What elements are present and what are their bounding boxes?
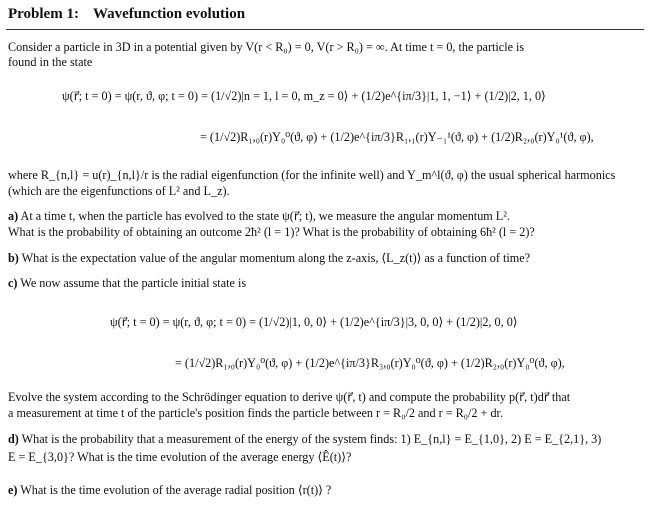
part-c-text-1: We now assume that the particle initial state is — [20, 276, 247, 290]
where-line-1: where R_{n,l} = u(r)_{n,l}/r is the radial eigenfunction (for the infinite well) and Y_m^l(ϑ, φ) the usual spherical harmonics — [8, 168, 616, 182]
problem-title — [8, 6, 245, 23]
part-c-line-1 — [8, 276, 246, 290]
part-a-label: a) — [8, 209, 19, 223]
part-a-line-2: What is the probability of obtaining an outcome 2ħ² (l = 1)? What is the probability of obtaining 6ħ² (l = 2)? — [8, 225, 535, 239]
evolve-line-1: Evolve the system according to the Schrödinger equation to derive ψ(r⃗, t) and compute the probability p(r⃗, t)dr⃗ that — [8, 390, 571, 404]
equation-2-row-1: ψ(r⃗; t = 0) = ψ(r, ϑ, φ; t = 0) = (1/√2)|1, 0, 0⟩ + (1/2)e^{iπ/3}|3, 0, 0⟩ + (1/2)|2, 0, 0⟩ — [110, 315, 518, 329]
part-d-text-1: What is the probability that a measurement of the energy of the system finds: 1) E_{n,l} = E_{1,0}, 2) E = E_{2,1}, 3) — [21, 432, 602, 446]
part-b-line-1 — [8, 251, 530, 265]
title-divider — [6, 29, 644, 30]
intro-line-1: Consider a particle in 3D in a potential given by V(r < R₀) = 0, V(r > R₀) = ∞. At time t = 0, the particle is — [8, 40, 525, 54]
part-d-line-1 — [8, 432, 601, 446]
part-a-text-1: At a time t, when the particle has evolved to the state ψ(r⃗; t), we measure the angular momentum L². — [20, 209, 510, 223]
part-a-line-1 — [8, 209, 510, 223]
evolve-line-2: a measurement at time t of the particle's position finds the particle between r = R₀/2 and r = R₀/2 + dr. — [8, 406, 503, 420]
equation-2-row-2: = (1/√2)R₁,₀(r)Y₀⁰(ϑ, φ) + (1/2)e^{iπ/3}R₃,₀(r)Y₀⁰(ϑ, φ) + (1/2)R₂,₀(r)Y₀⁰(ϑ, φ), — [175, 356, 565, 370]
part-d-line-2: E = E_{3,0}? What is the time evolution of the average energy ⟨Ê(t)⟩? — [8, 450, 352, 464]
equation-1-row-1: ψ(r⃗; t = 0) = ψ(r, ϑ, φ; t = 0) = (1/√2)|n = 1, l = 0, m_z = 0⟩ + (1/2)e^{iπ/3}|1, 1, −1⟩ + (1/2)|2, 1, 0⟩ — [62, 89, 546, 103]
problem-number: Problem 1: — [8, 6, 79, 22]
intro-line-2: found in the state — [8, 55, 93, 69]
part-c-label: c) — [8, 276, 18, 290]
part-e-text-1: What is the time evolution of the average radial position ⟨r(t)⟩ ? — [20, 483, 332, 497]
part-d-label: d) — [8, 432, 19, 446]
equation-1-row-2: = (1/√2)R₁,₀(r)Y₀⁰(ϑ, φ) + (1/2)e^{iπ/3}R₁,₁(r)Y₋₁¹(ϑ, φ) + (1/2)R₂,₀(r)Y₀¹(ϑ, φ), — [200, 130, 594, 144]
part-e-line-1 — [8, 483, 331, 497]
part-b-label: b) — [8, 251, 19, 265]
part-e-label: e) — [8, 483, 18, 497]
part-b-text-1: What is the expectation value of the angular momentum along the z-axis, ⟨L_z(t)⟩ as a function of time? — [21, 251, 531, 265]
where-line-2: (which are the eigenfunctions of L² and L_z). — [8, 184, 230, 198]
problem-heading: Wavefunction evolution — [92, 6, 246, 22]
